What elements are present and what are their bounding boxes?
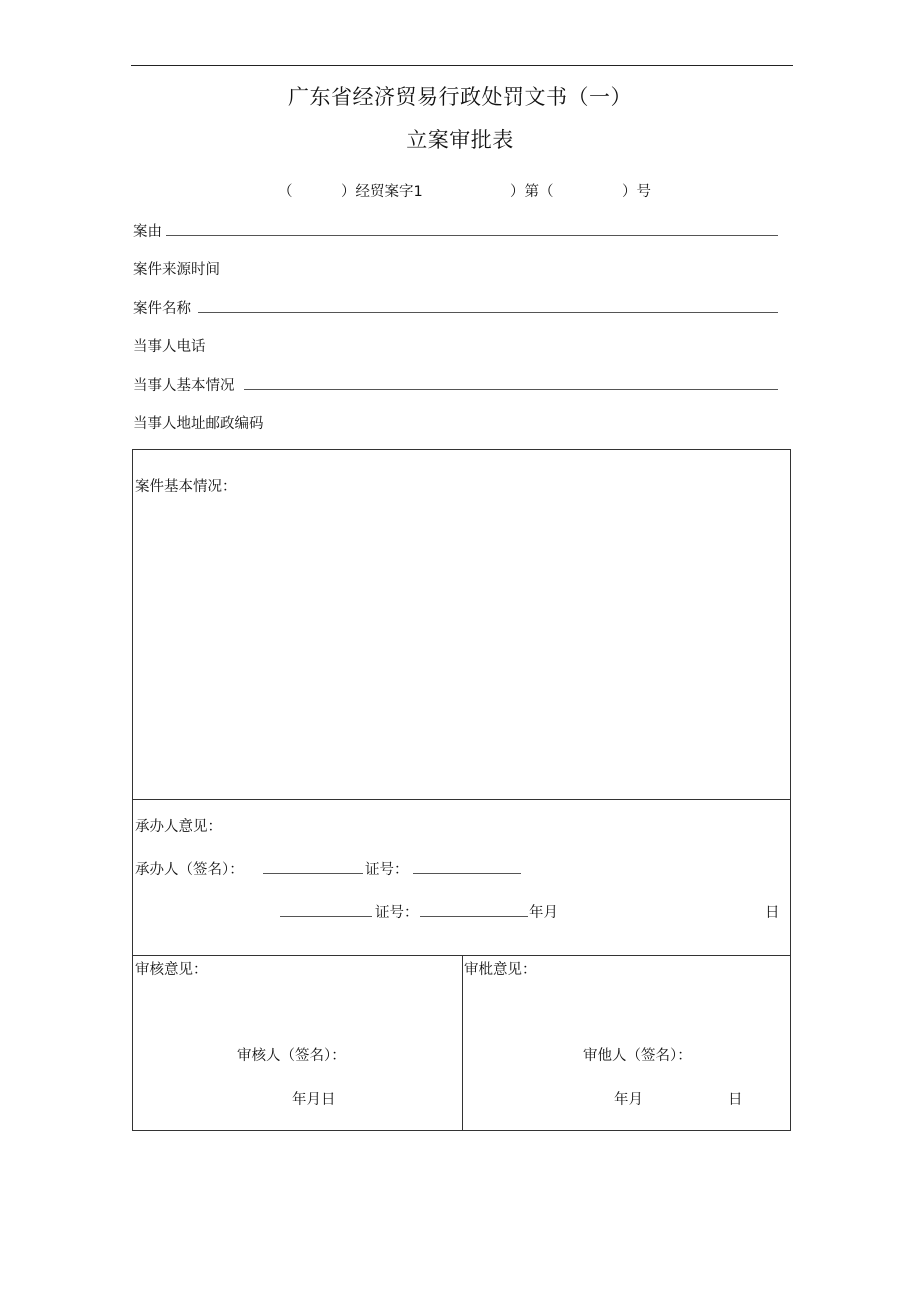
party-basic-info-label: 当事人基本情况 (133, 378, 235, 394)
second-handler-sign-line[interactable] (280, 916, 372, 917)
case-basic-info-label: 案件基本情况： (135, 479, 237, 495)
cert-no-line-2[interactable] (420, 916, 528, 917)
party-phone-label: 当事人电话 (133, 339, 206, 355)
party-address-postcode-label: 当事人地址邮政编码 (133, 416, 264, 432)
doc-number-sequence: ）第（ (510, 184, 554, 200)
approval-opinion-label: 审枇意见： (464, 962, 537, 978)
handler-sign-label: 承办人（签名）： (135, 862, 244, 878)
handler-date-day: 日 (765, 905, 780, 921)
review-opinion-label: 审核意见： (135, 962, 208, 978)
handler-opinion-label: 承办人意见： (135, 819, 222, 835)
case-name-line[interactable] (198, 312, 778, 313)
cert-no-line-1[interactable] (413, 873, 521, 874)
reviewer-sign-label: 审核人（签名）： (237, 1048, 346, 1064)
handler-date-year-month: 年月 (529, 905, 558, 921)
party-basic-info-line[interactable] (244, 389, 778, 390)
case-reason-label: 案由 (133, 224, 162, 240)
document-subtitle: 立案审批表 (406, 128, 514, 152)
case-reason-line[interactable] (166, 235, 778, 236)
doc-number-prefix: ）经贸案字1 (341, 184, 423, 200)
table-column-divider (462, 955, 463, 1131)
case-source-time-label: 案件来源时间 (133, 262, 220, 278)
approval-date-day: 日 (728, 1092, 743, 1108)
doc-number-suffix: ）号 (622, 184, 651, 200)
document-title: 广东省经济贸易行政处罚文书（一） (288, 85, 632, 109)
top-rule (131, 65, 793, 66)
table-divider-1 (132, 799, 791, 800)
approval-date-year-month: 年月 (614, 1092, 643, 1108)
case-name-label: 案件名称 (133, 301, 191, 317)
cert-no-label-2: 证号： (375, 905, 419, 921)
approver-sign-label: 审他人（签名）： (583, 1048, 692, 1064)
cert-no-label-1: 证号： (365, 862, 409, 878)
doc-number-open-paren: （ (278, 184, 293, 200)
review-date: 年月日 (292, 1092, 336, 1108)
handler-sign-line[interactable] (263, 873, 363, 874)
